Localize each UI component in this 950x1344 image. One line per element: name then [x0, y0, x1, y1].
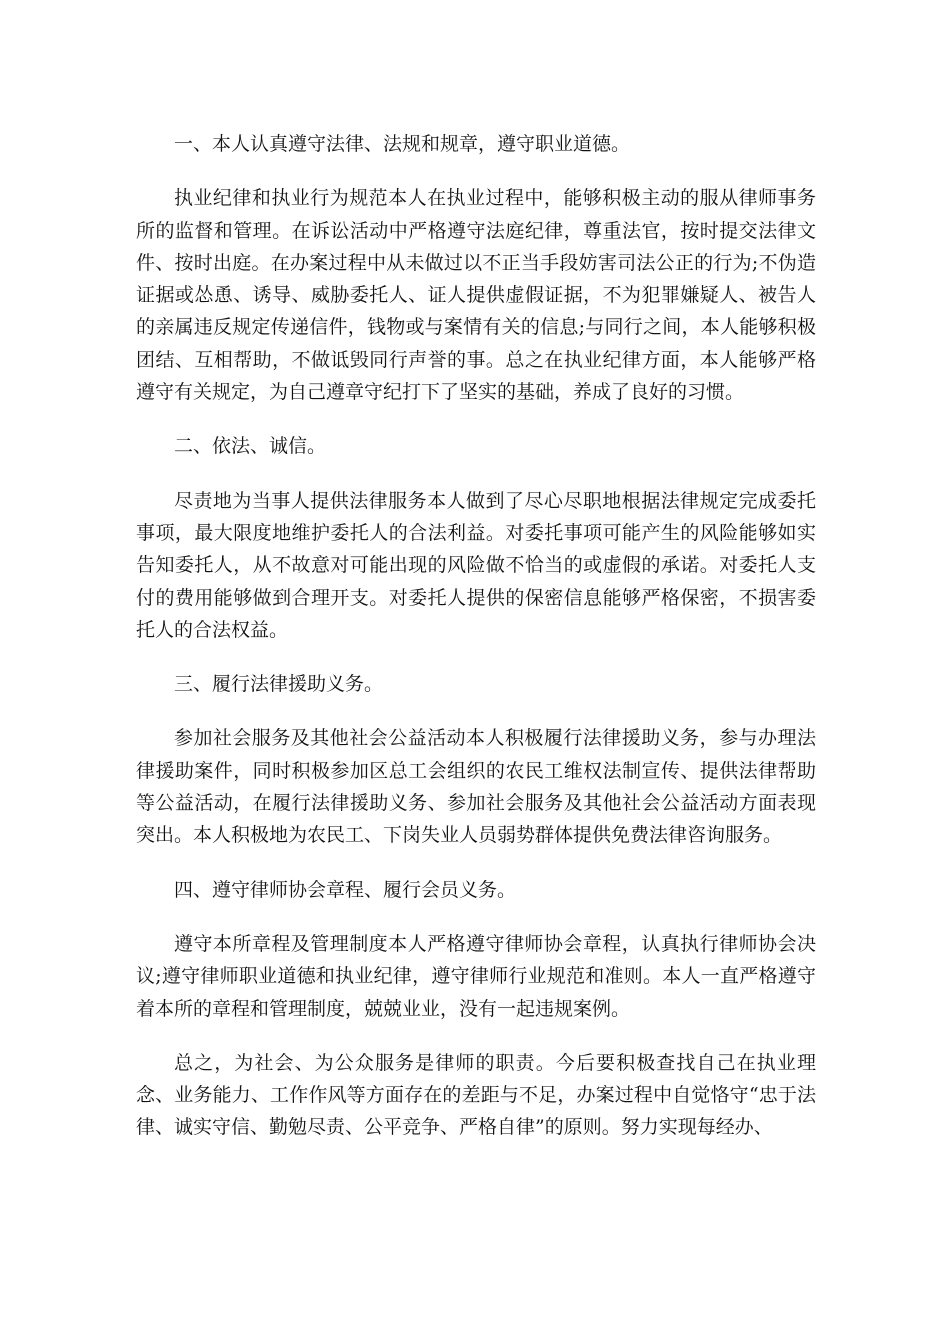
section-4-heading: 四、遵守律师协会章程、履行会员义务。 — [174, 878, 517, 901]
section-2-paragraph: 尽责地为当事人提供法律服务本人做到了尽心尽职地根据法律规定完成委托事项，最大限度地维护委托人的合法利益。对委托事项可能产生的风险能够如实告知委托人，从不故意对可能出现的风险做不恰当的或虚假的承诺。对委托人支付的费用能够做到合理开支。对委托人提供的保密信息能够严格保密，不损害委托人的合法权益。 — [136, 489, 816, 641]
section-2-heading: 二、依法、诚信。 — [174, 435, 327, 458]
section-1-paragraph: 执业纪律和执业行为规范本人在执业过程中，能够积极主动的服从律师事务所的监督和管理。在诉讼活动中严格遵守法庭纪律，尊重法官，按时提交法律文件、按时出庭。在办案过程中从未做过以不正当手段妨害司法公正的行为;不伪造证据或怂恿、诱导、威胁委托人、证人提供虚假证据，不为犯罪嫌疑人、被告人的亲属违反规定传递信件，钱物或与案情有关的信息;与同行之间，本人能够积极团结、互相帮助，不做诋毁同行声誉的事。总之在执业纪律方面，本人能够严格遵守有关规定，为自己遵章守纪打下了坚实的基础，养成了良好的习惯。 — [136, 187, 816, 404]
document-body — [136, 128, 816, 1166]
section-3-paragraph: 参加社会服务及其他社会公益活动本人积极履行法律援助义务，参与办理法律援助案件，同时积极参加区总工会组织的农民工维权法制宣传、提供法律帮助等公益活动，在履行法律援助义务、参加社会服务及其他社会公益活动方面表现突出。本人积极地为农民工、下岗失业人员弱势群体提供免费法律咨询服务。 — [136, 727, 816, 847]
section-1-heading: 一、本人认真遵守法律、法规和规章，遵守职业道德。 — [174, 133, 631, 155]
section-3-heading: 三、履行法律援助义务。 — [174, 673, 384, 696]
section-4-paragraph: 遵守本所章程及管理制度本人严格遵守律师协会章程，认真执行律师协会决议;遵守律师职业道德和执业纪律，遵守律师行业规范和准则。本人一直严格遵守着本所的章程和管理制度，兢兢业业，没有一起违规案例。 — [136, 932, 816, 1020]
closing-paragraph: 总之，为社会、为公众服务是律师的职责。今后要积极查找自己在执业理念、业务能力、工作作风等方面存在的差距与不足，办案过程中自觉恪守“忠于法律、诚实守信、勤勉尽责、公平竞争、严格自律”的原则。努力实现每经办、 — [136, 1051, 816, 1139]
